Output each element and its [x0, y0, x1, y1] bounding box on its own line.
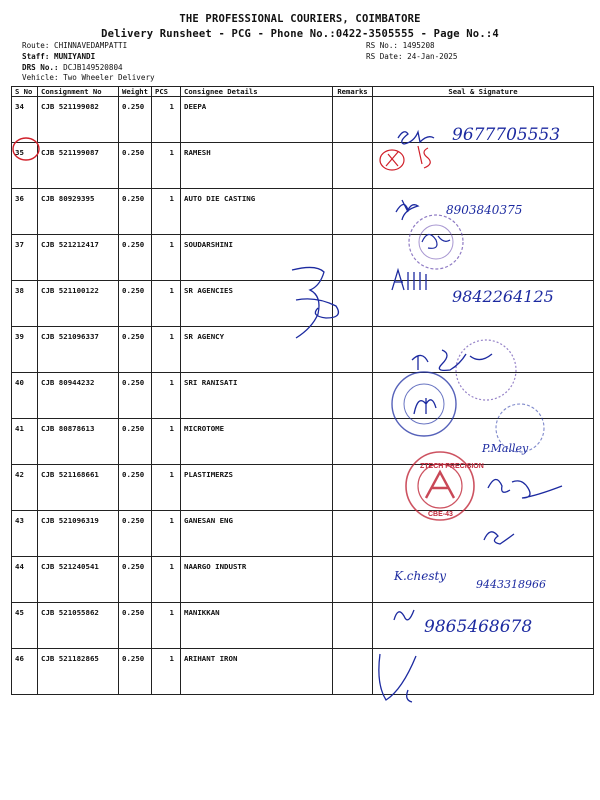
handwritten-name-42: P.Malley — [482, 442, 529, 455]
pcs-cell: 1 — [152, 419, 181, 465]
remarks-cell — [333, 235, 373, 281]
remarks-cell — [333, 143, 373, 189]
seal-signature-cell — [373, 189, 594, 235]
seal-signature-cell — [373, 649, 594, 695]
table-row — [12, 557, 594, 603]
consignment-no-cell: CJB 521100122 — [38, 281, 119, 327]
weight-cell: 0.250 — [119, 649, 152, 695]
weight-cell: 0.250 — [119, 465, 152, 511]
consignee-cell: SRI RANISATI — [181, 373, 333, 419]
consignee-cell: GANESAN ENG — [181, 511, 333, 557]
seal-signature-cell — [373, 143, 594, 189]
weight-cell: 0.250 — [119, 373, 152, 419]
consignment-no-cell: CJB 521096337 — [38, 327, 119, 373]
route-line — [22, 41, 127, 51]
table-row — [12, 327, 594, 373]
rs-date-label: RS Date: — [366, 52, 403, 61]
table-row — [12, 143, 594, 189]
header-consignment-no: Consignment No — [38, 87, 119, 97]
rs-date-value: 24-Jan-2025 — [407, 52, 458, 61]
weight-cell: 0.250 — [119, 235, 152, 281]
handwritten-phone-36: 8903840375 — [446, 203, 523, 217]
consignment-no-cell: CJB 521168661 — [38, 465, 119, 511]
seal-signature-cell — [373, 511, 594, 557]
vehicle-value: Two Wheeler Delivery — [63, 73, 155, 82]
consignment-no-cell: CJB 521096319 — [38, 511, 119, 557]
weight-cell: 0.250 — [119, 97, 152, 143]
weight-cell: 0.250 — [119, 327, 152, 373]
weight-cell: 0.250 — [119, 603, 152, 649]
sno-cell: 35 — [12, 143, 38, 189]
pcs-cell: 1 — [152, 235, 181, 281]
sno-cell: 38 — [12, 281, 38, 327]
weight-cell: 0.250 — [119, 511, 152, 557]
weight-cell: 0.250 — [119, 143, 152, 189]
header-consignee-details: Consignee Details — [181, 87, 333, 97]
consignee-cell: DEEPA — [181, 97, 333, 143]
rs-date-line — [366, 52, 457, 62]
sno-cell: 36 — [12, 189, 38, 235]
table-header-row — [12, 87, 594, 97]
seal-signature-cell — [373, 419, 594, 465]
consignee-cell: ARIHANT IRON — [181, 649, 333, 695]
sno-cell: 45 — [12, 603, 38, 649]
seal-signature-cell — [373, 557, 594, 603]
runsheet-table — [11, 86, 594, 695]
remarks-cell — [333, 189, 373, 235]
pcs-cell: 1 — [152, 511, 181, 557]
remarks-cell — [333, 465, 373, 511]
rs-no-line — [366, 41, 435, 51]
remarks-cell — [333, 327, 373, 373]
header-seal-signature: Seal & Signature — [373, 87, 594, 97]
table-row — [12, 189, 594, 235]
header-pcs: PCS — [152, 87, 181, 97]
seal-signature-cell — [373, 465, 594, 511]
table-row — [12, 649, 594, 695]
consignee-cell: AUTO DIE CASTING — [181, 189, 333, 235]
staff-value: MUNIYANDI — [54, 52, 96, 61]
table-body — [12, 97, 594, 695]
handwritten-phone-38: 9842264125 — [452, 287, 554, 306]
pcs-cell: 1 — [152, 97, 181, 143]
seal-signature-cell — [373, 603, 594, 649]
header-weight: Weight — [119, 87, 152, 97]
pcs-cell: 1 — [152, 143, 181, 189]
pcs-cell: 1 — [152, 557, 181, 603]
consignment-no-cell: CJB 521055862 — [38, 603, 119, 649]
handwritten-phone-34: 9677705553 — [452, 125, 561, 145]
table-row — [12, 97, 594, 143]
sno-cell: 40 — [12, 373, 38, 419]
sno-cell: 39 — [12, 327, 38, 373]
weight-cell: 0.250 — [119, 419, 152, 465]
pcs-cell: 1 — [152, 281, 181, 327]
table-row — [12, 603, 594, 649]
drs-line — [22, 63, 123, 73]
sno-cell: 46 — [12, 649, 38, 695]
sno-cell: 44 — [12, 557, 38, 603]
runsheet-title: Delivery Runsheet - PCG - Phone No.:0422-3505555 - Page No.:4 — [101, 28, 499, 40]
vehicle-label: Vehicle: — [22, 73, 59, 82]
sno-cell: 41 — [12, 419, 38, 465]
route-value: CHINNAVEDAMPATTI — [54, 41, 128, 50]
company-stamp-43-sub: CBE-43 — [428, 511, 453, 518]
table-row — [12, 281, 594, 327]
sno-cell: 42 — [12, 465, 38, 511]
consignment-no-cell: CJB 521240541 — [38, 557, 119, 603]
weight-cell: 0.250 — [119, 557, 152, 603]
consignee-cell: SOUDARSHINI — [181, 235, 333, 281]
seal-signature-cell — [373, 327, 594, 373]
handwritten-name-45: K.chesty — [394, 569, 447, 583]
remarks-cell — [333, 281, 373, 327]
table-row — [12, 419, 594, 465]
remarks-cell — [333, 649, 373, 695]
consignment-no-cell: CJB 80878613 — [38, 419, 119, 465]
vehicle-line — [22, 73, 155, 83]
consignee-cell: NAARGO INDUSTR — [181, 557, 333, 603]
remarks-cell — [333, 603, 373, 649]
pcs-cell: 1 — [152, 327, 181, 373]
drs-value: DCJB149520804 — [63, 63, 123, 72]
sno-cell: 43 — [12, 511, 38, 557]
consignee-cell: RAMESH — [181, 143, 333, 189]
remarks-cell — [333, 557, 373, 603]
company-title: THE PROFESSIONAL COURIERS, COIMBATORE — [179, 13, 421, 25]
consignment-no-cell: CJB 521199082 — [38, 97, 119, 143]
consignment-no-cell: CJB 521182865 — [38, 649, 119, 695]
drs-label: DRS No.: — [22, 63, 59, 72]
seal-signature-cell — [373, 97, 594, 143]
company-stamp-43-text: ZTECH PRECISION — [420, 463, 484, 470]
table-row — [12, 373, 594, 419]
seal-signature-cell — [373, 281, 594, 327]
sno-cell: 34 — [12, 97, 38, 143]
table-row — [12, 235, 594, 281]
consignee-cell: MICROTOME — [181, 419, 333, 465]
weight-cell: 0.250 — [119, 189, 152, 235]
table-row — [12, 465, 594, 511]
remarks-cell — [333, 373, 373, 419]
header-remarks: Remarks — [333, 87, 373, 97]
consignee-cell: PLASTIMERZS — [181, 465, 333, 511]
consignee-cell: SR AGENCY — [181, 327, 333, 373]
remarks-cell — [333, 97, 373, 143]
consignment-no-cell: CJB 521212417 — [38, 235, 119, 281]
pcs-cell: 1 — [152, 649, 181, 695]
rs-no-value: 1495208 — [402, 41, 435, 50]
staff-label: Staff: — [22, 52, 50, 61]
header-sno: S No — [12, 87, 38, 97]
seal-signature-cell — [373, 373, 594, 419]
handwritten-phone-46: 9865468678 — [424, 617, 533, 637]
staff-line — [22, 52, 95, 62]
sno-cell: 37 — [12, 235, 38, 281]
consignment-no-cell: CJB 521199087 — [38, 143, 119, 189]
remarks-cell — [333, 419, 373, 465]
route-label: Route: — [22, 41, 50, 50]
pcs-cell: 1 — [152, 465, 181, 511]
rs-no-label: RS No.: — [366, 41, 399, 50]
handwritten-phone-45: 9443318966 — [476, 578, 546, 591]
remarks-cell — [333, 511, 373, 557]
pcs-cell: 1 — [152, 603, 181, 649]
consignment-no-cell: CJB 80929395 — [38, 189, 119, 235]
weight-cell: 0.250 — [119, 281, 152, 327]
table-row — [12, 511, 594, 557]
consignee-cell: MANIKKAN — [181, 603, 333, 649]
pcs-cell: 1 — [152, 189, 181, 235]
seal-signature-cell — [373, 235, 594, 281]
consignment-no-cell: CJB 80944232 — [38, 373, 119, 419]
consignee-cell: SR AGENCIES — [181, 281, 333, 327]
pcs-cell: 1 — [152, 373, 181, 419]
